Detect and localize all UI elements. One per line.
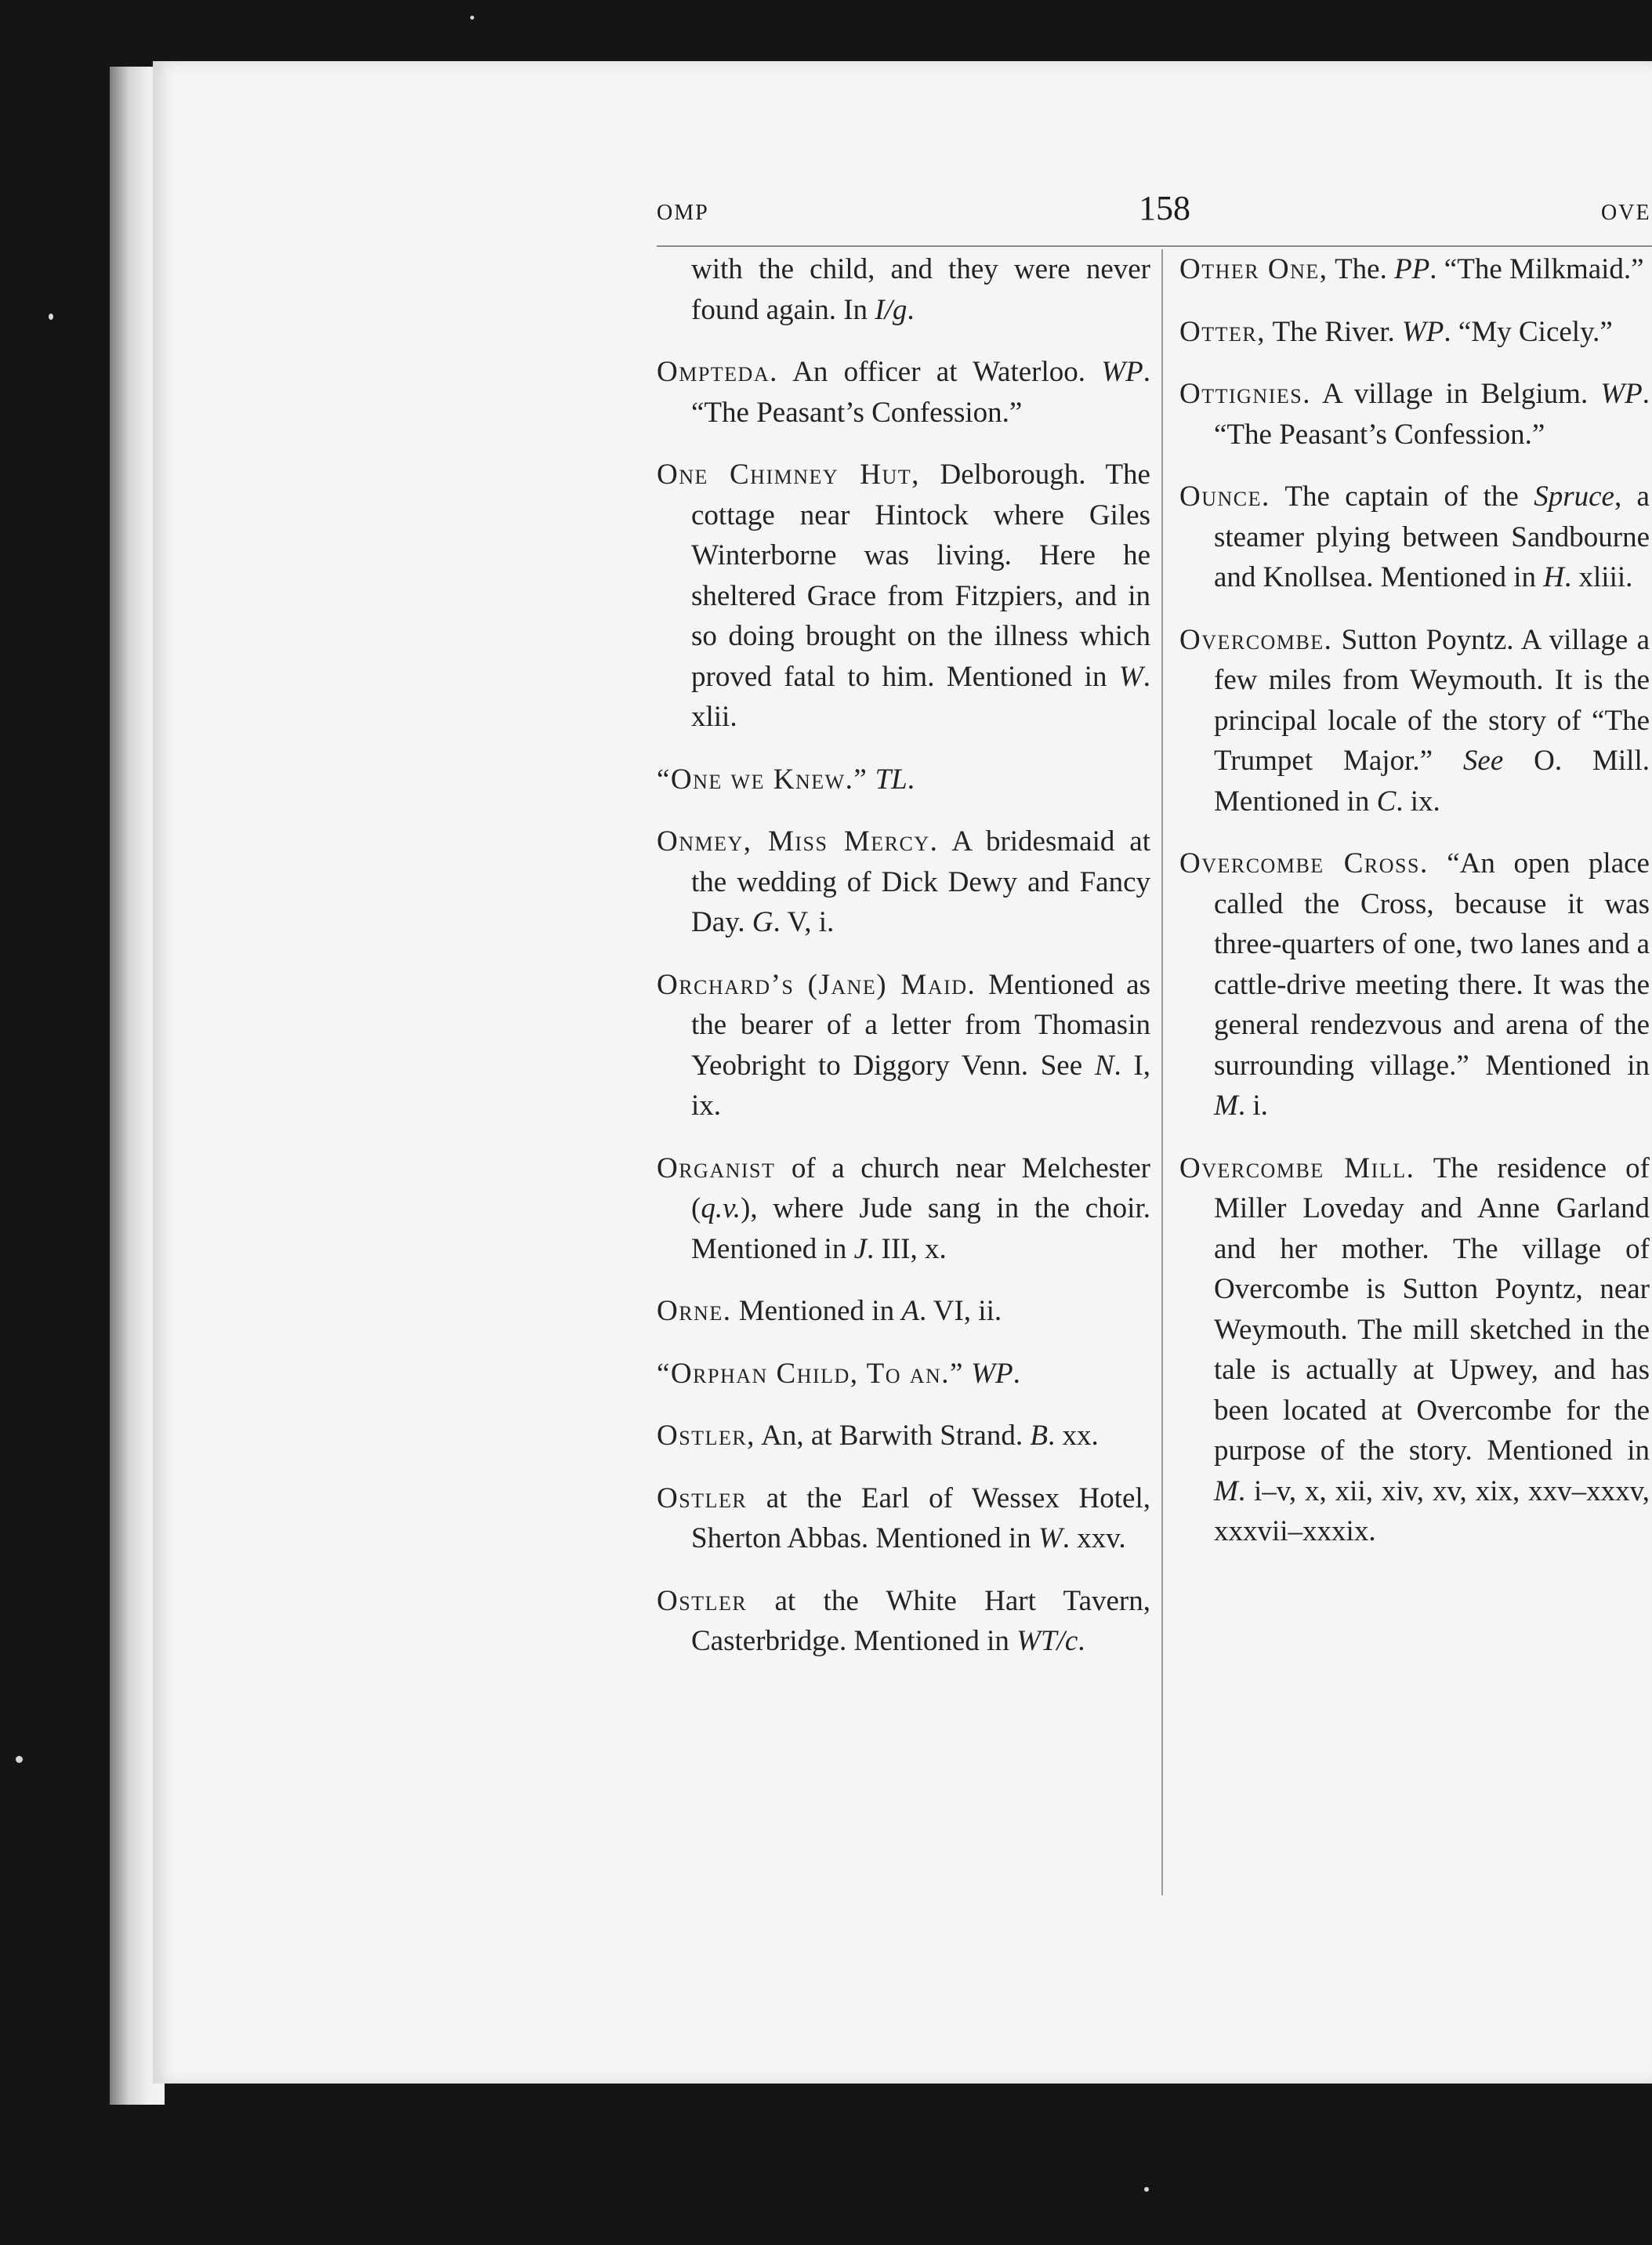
entry-text: Mentioned in bbox=[731, 1295, 902, 1327]
entry-text: . xlii. bbox=[691, 660, 1150, 733]
column-divider bbox=[1161, 249, 1163, 1895]
entry-text: of a church near Melchester ( bbox=[691, 1152, 1150, 1224]
entry-text: . bbox=[907, 293, 915, 326]
work-reference: WP bbox=[971, 1357, 1013, 1390]
entry-text: The. bbox=[1328, 253, 1395, 285]
entry-headword: Ounce. bbox=[1179, 481, 1270, 513]
entry-headword: “Orphan Child, To an.” bbox=[657, 1357, 964, 1390]
index-entry bbox=[1179, 1148, 1650, 1552]
entry-text: . “My Cicely.” bbox=[1444, 315, 1613, 348]
entry-text: . bbox=[1013, 1357, 1020, 1390]
left-column bbox=[657, 249, 1150, 1895]
entry-text: An officer at Waterloo. bbox=[777, 356, 1102, 388]
index-entry bbox=[1179, 374, 1650, 455]
entry-text: The residence of Miller Loveday and Anne Garland and her mother. The village of Overcombe is Sutton Poyntz, near Weymouth. The mill sketched in the tale is actually at Upwey, and has been located at Overcombe for the purpose of the story. Mentioned in bbox=[1214, 1152, 1650, 1467]
entry-text: . xliii. bbox=[1564, 561, 1633, 593]
entry-text: . III, x. bbox=[867, 1232, 947, 1265]
entry-headword: Overcombe Cross. bbox=[1179, 847, 1429, 880]
work-reference: WP bbox=[1101, 356, 1143, 388]
work-reference: q.v. bbox=[701, 1192, 741, 1224]
entry-text bbox=[868, 763, 875, 796]
running-header bbox=[657, 188, 1652, 243]
work-reference: TL bbox=[875, 763, 908, 796]
entry-text: . “The Milkmaid.” bbox=[1429, 253, 1644, 285]
work-reference: C bbox=[1376, 785, 1397, 818]
work-reference: WP bbox=[1401, 315, 1444, 348]
entry-headword: Organist bbox=[657, 1152, 776, 1184]
entry-text: . i. bbox=[1237, 1090, 1268, 1122]
index-entry bbox=[657, 1148, 1150, 1270]
entry-text: . xx. bbox=[1047, 1420, 1099, 1452]
work-reference: I/g bbox=[875, 293, 908, 326]
entry-text: with the child, and they were never found again. In bbox=[691, 253, 1150, 326]
work-reference: Spruce bbox=[1534, 481, 1614, 513]
entry-text: ), where Jude sang in the choir. Mentioned in bbox=[691, 1192, 1150, 1265]
entry-text: . bbox=[1078, 1625, 1085, 1657]
guide-word-right: OVE bbox=[1601, 201, 1651, 225]
index-entry bbox=[657, 1416, 1150, 1456]
entry-text: at the White Hart Tavern, Casterbridge. Mentioned in bbox=[691, 1584, 1150, 1657]
entry-headword: Ostler bbox=[657, 1482, 748, 1514]
work-reference: M bbox=[1214, 1090, 1238, 1122]
entry-text: . I, ix. bbox=[691, 1049, 1151, 1122]
entry-text: . ix. bbox=[1396, 785, 1440, 818]
work-reference: G bbox=[752, 906, 773, 938]
dust-speck bbox=[16, 1756, 23, 1763]
entry-headword: Onmey, Miss Mercy. bbox=[657, 825, 939, 858]
work-reference: WP bbox=[1600, 378, 1643, 410]
entry-text: . i–v, x, xii, xiv, xv, xix, xxv–xxxv, xxxvii–xxxix. bbox=[1214, 1474, 1650, 1547]
entry-headword: Overcombe. bbox=[1179, 623, 1333, 656]
entry-text: . V, i. bbox=[773, 906, 835, 938]
entry-headword: Orchard’s (Jane) Maid. bbox=[657, 968, 976, 1001]
index-entry bbox=[657, 249, 1150, 330]
entry-headword: “One we Knew.” bbox=[657, 763, 868, 796]
entry-headword: Ompteda. bbox=[657, 356, 778, 388]
entry-text: Mentioned as the bearer of a letter from Thomasin Yeobright to Diggory Venn. See bbox=[691, 968, 1150, 1082]
index-entry bbox=[657, 352, 1150, 433]
entry-text: . bbox=[907, 763, 915, 796]
index-entry bbox=[1179, 620, 1650, 822]
index-entry bbox=[1179, 843, 1650, 1126]
entry-headword: Ostler bbox=[657, 1584, 748, 1617]
entry-text: An, at Barwith Strand. bbox=[755, 1420, 1031, 1452]
header-rule bbox=[657, 245, 1652, 247]
index-entry bbox=[1179, 477, 1650, 598]
entry-text: The River. bbox=[1265, 315, 1402, 348]
work-reference: PP bbox=[1394, 253, 1430, 285]
index-entry bbox=[657, 1478, 1150, 1559]
entry-headword: Orne. bbox=[657, 1295, 732, 1327]
work-reference: H bbox=[1543, 561, 1565, 593]
entry-text: O. Mill. Mentioned in bbox=[1214, 745, 1650, 818]
work-reference: WT/c bbox=[1016, 1625, 1078, 1657]
index-entry bbox=[657, 1581, 1150, 1662]
entry-text: “An open place called the Cross, because it was three-quarters of one, two lanes and a cattle-drive meeting there. It was the general rendezvous and arena of the surrounding village.” Mentioned in bbox=[1214, 847, 1650, 1082]
entry-text: . VI, ii. bbox=[918, 1295, 1002, 1327]
index-entry bbox=[657, 965, 1150, 1126]
dust-speck bbox=[1144, 2187, 1149, 2192]
entry-text: at the Earl of Wessex Hotel, Sherton Abbas. Mentioned in bbox=[691, 1482, 1150, 1554]
entry-text: . “The Peasant’s Confession.” bbox=[691, 356, 1150, 429]
entry-headword: Ostler, bbox=[657, 1420, 755, 1452]
index-entry bbox=[1179, 312, 1650, 353]
entry-headword: Overcombe Mill. bbox=[1179, 1152, 1415, 1184]
entry-text: . “The Peasant’s Confession.” bbox=[1214, 378, 1650, 451]
index-entry bbox=[657, 455, 1150, 738]
entry-text: . xxv. bbox=[1062, 1522, 1126, 1554]
entry-headword: One Chimney Hut, bbox=[657, 459, 920, 491]
guide-word-left: OMP bbox=[657, 201, 709, 225]
entry-text: Delborough. The cottage near Hintock where Giles Winterborne was living. Here he sheltered Grace from Fitzpiers, and in so doing brought on the illness which proved fatal to him. Mentioned in bbox=[691, 459, 1150, 693]
entry-headword: Other One, bbox=[1179, 253, 1328, 285]
index-entry bbox=[1179, 249, 1650, 290]
work-reference: W bbox=[1038, 1522, 1063, 1554]
dust-speck bbox=[470, 16, 474, 20]
index-entry bbox=[657, 1291, 1150, 1332]
work-reference: B bbox=[1030, 1420, 1048, 1452]
index-entry bbox=[657, 1354, 1150, 1395]
index-entry bbox=[657, 760, 1150, 800]
work-reference: N bbox=[1094, 1049, 1114, 1082]
work-reference: A bbox=[901, 1295, 919, 1327]
work-reference: W bbox=[1118, 660, 1143, 693]
entry-text bbox=[964, 1358, 971, 1390]
work-reference: See bbox=[1462, 745, 1504, 777]
entry-text: , a steamer plying between Sandbourne and Knollsea. Mentioned in bbox=[1214, 481, 1650, 593]
entry-text: A bridesmaid at the wedding of Dick Dewy and Fancy Day. bbox=[691, 825, 1150, 938]
right-column bbox=[1179, 249, 1650, 1895]
entry-headword: Otter, bbox=[1179, 315, 1266, 348]
entry-text: The captain of the bbox=[1270, 481, 1534, 513]
dust-speck bbox=[49, 314, 53, 320]
index-entry bbox=[657, 821, 1150, 943]
entry-text: A village in Belgium. bbox=[1310, 378, 1601, 410]
entry-headword: Ottignies. bbox=[1179, 378, 1311, 410]
work-reference: M bbox=[1214, 1474, 1238, 1507]
work-reference: J bbox=[853, 1232, 868, 1265]
entry-text: Sutton Poyntz. A village a few miles from Weymouth. It is the principal locale of the story of “The Trumpet Major.” bbox=[1214, 623, 1650, 777]
page-number: 158 bbox=[1139, 189, 1190, 227]
